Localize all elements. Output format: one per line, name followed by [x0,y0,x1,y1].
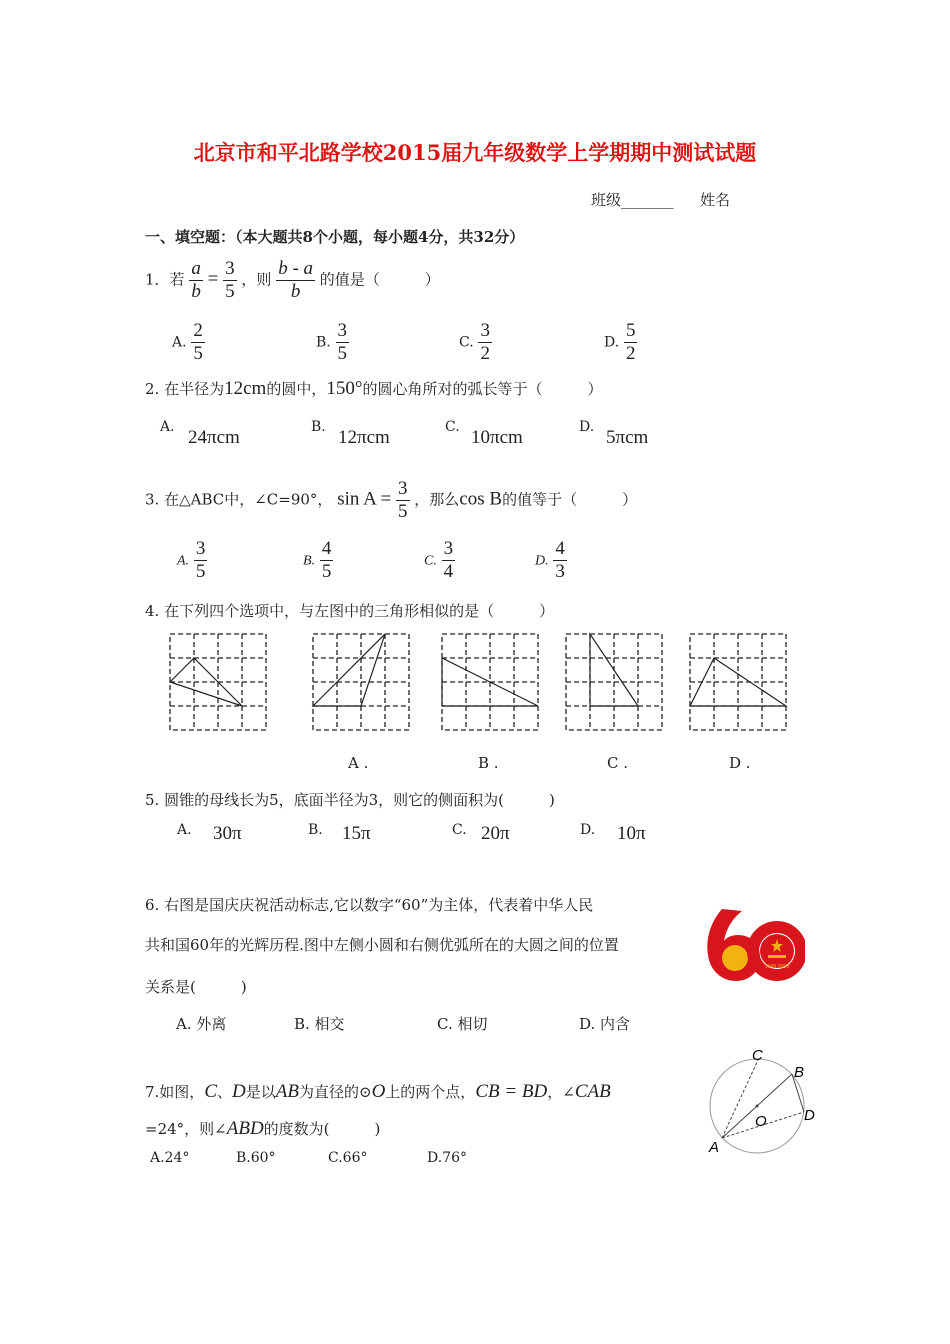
question-4: 4. 在下列四个选项中，与左图中的三角形相似的是（ ） [145,602,555,620]
point-b-label: B [794,1064,805,1081]
q2-option-b: 12πcm [338,427,390,448]
question-2: 2. 在半径为12cm的圆中，150°的圆心角所对的弧长等于（ ） [145,378,603,399]
q6-line-3: 关系是( ) [145,978,247,996]
q3-option-c: C. $\frac{3}{4}$ [424,538,454,582]
q2-option-b-label: B. [311,419,326,435]
q5-option-a: 30π [213,823,242,844]
grid-original [170,634,266,730]
section-heading: 一、填空题：（本大题共8个小题，每小题4分，共32分） [145,228,525,246]
q5-option-c: 20π [481,823,510,844]
q6-option-a: A. 外离 [176,1015,227,1033]
q1-frac-ab: $\frac{a}{b}$ [191,258,201,302]
q7-line-2: =24°，则∠ABD的度数为( ) [145,1118,381,1139]
grid-option-a [313,634,409,730]
q1-pre: 1．若 [145,270,185,289]
q6-option-c: C. 相切 [437,1015,488,1033]
q2-option-a: 24πcm [188,427,240,448]
point-a-label: A [709,1139,720,1156]
name-label: 姓名 [700,191,731,209]
q1-eq: = [207,268,219,290]
q6-option-b: B. 相交 [294,1015,345,1033]
q3-option-d: D. $\frac{4}{3}$ [535,538,565,582]
q4-label-a: A . [348,754,369,772]
q7-option-a: A.24° [150,1150,190,1166]
q1-post: 的值是（ ） [319,270,440,289]
q7-option-c: C.66° [328,1150,368,1166]
q1-frac-bab: $\frac{b - a}{b}$ [278,258,314,302]
q2-option-a-label: A. [160,419,175,435]
class-label: 班级_______ [591,191,674,209]
q7-option-b: B.60° [236,1150,276,1166]
q5-option-c-label: C. [452,822,467,838]
q7-option-d: D.76° [427,1150,467,1166]
q3-option-a: A. $\frac{3}{5}$ [177,538,206,582]
q3-option-b: B. $\frac{4}{5}$ [303,538,332,582]
q7-circle-figure [700,1040,830,1160]
point-d-label: D [804,1107,815,1124]
q1-option-a: A. $\frac{2}{5}$ [172,320,203,364]
q1-option-b: B. $\frac{3}{5}$ [316,320,348,364]
q1-option-c: C. $\frac{3}{2}$ [459,320,490,364]
q6-line-1: 6. 右图是国庆庆祝活动标志,它以数字“60”为主体，代表着中华人民 [145,896,594,914]
q2-option-d: 5πcm [606,427,649,448]
grid-option-b [442,634,538,730]
question-5: 5. 圆锥的母线长为5，底面半径为3，则它的侧面积为( ) [145,791,555,809]
q4-label-b: B . [478,754,499,772]
q6-line-2: 共和国60年的光辉历程.图中左侧小圆和右侧优弧所在的大圆之间的位置 [145,936,619,954]
grid-option-c [566,634,662,730]
point-c-label: C [752,1047,763,1064]
logo-years: 1949-2009 [765,964,789,970]
point-o-label: O [755,1113,767,1130]
q5-option-b-label: B. [308,822,323,838]
q6-option-d: D. 内含 [579,1015,631,1033]
q5-option-d-label: D. [580,822,596,838]
q2-option-c-label: C. [445,419,460,435]
q5-option-d: 10π [617,823,646,844]
q1-frac-35: $\frac{3}{5}$ [225,258,235,302]
q1-option-d: D. $\frac{5}{2}$ [604,320,636,364]
q2-option-c: 10πcm [471,427,523,448]
q2-option-d-label: D. [579,419,595,435]
q1-mid: ，则 [241,270,272,289]
q4-label-c: C . [607,754,629,772]
q7-line-1: 7.如图，C、D是以AB为直径的⊙O上的两个点，CB = BD，∠CAB [145,1081,611,1102]
question-3: 3. 在△ABC中，∠C=90°， sin A = $\frac{3}{5}$ ，那么cos B的值等于（ ） [145,478,638,522]
page-title: 北京市和平北路学校2015届九年级数学上学期期中测试试题 [193,140,757,165]
anniversary-logo-icon [700,905,805,985]
grid-option-d [690,634,786,730]
q4-label-d: D . [729,754,751,772]
q5-option-b: 15π [342,823,371,844]
q5-option-a-label: A. [177,822,192,838]
